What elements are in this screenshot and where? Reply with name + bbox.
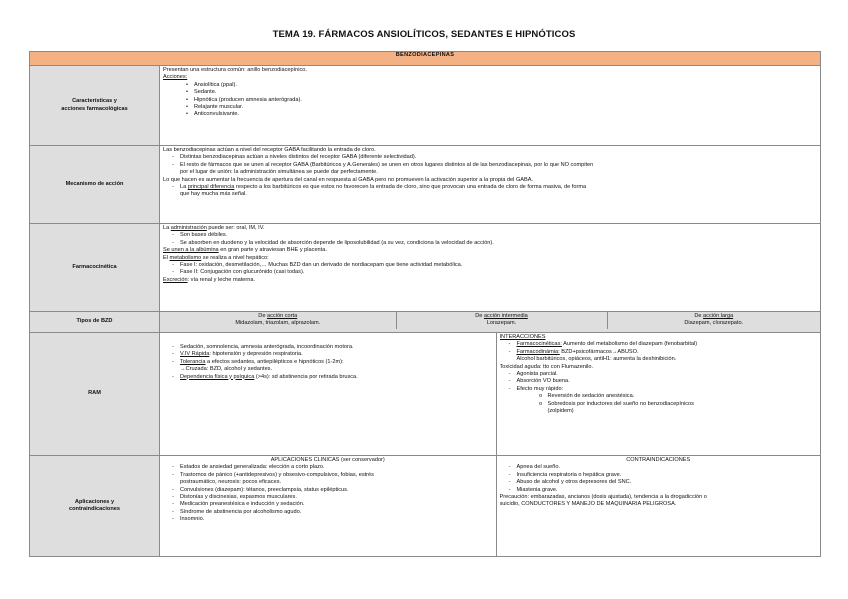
list-item: - Se absorben en duodeno y la velocidad de absorción depende de liposolubilidad (a su vez, condiciona la velocidad de acción). (172, 239, 494, 246)
benzodiacepinas-table (29, 51, 821, 557)
farmacocinetica-content (160, 224, 821, 312)
text-line: Precaución: embarazadas, ancianos (dosis ajustada), tendencia a la drogadicción o (499, 494, 707, 501)
contraindicaciones-heading: CONTRAINDICACIONES (626, 457, 691, 463)
text-line: Las benzodiacepinas actúan a nivel del receptor GABA facilitando la entrada de cloro. (163, 147, 376, 153)
list-item: - Convulsiones (diazepam): tétanos, preeclampsia, status epilépticus. (172, 486, 349, 493)
list-item: o Reversión de sedación anestésica. (538, 393, 635, 400)
list-item: - Insomnio. (172, 516, 205, 523)
text-line: Alcohol barbitúricos, opiáceos, antiH1: aumenta la deshinibición. (516, 356, 677, 363)
list-item: - Medicación preanestésica e inducción y sedación. (172, 501, 305, 508)
list-item: - Sedación, somnolencia, amnesia anterógrada, incoordinación motora. (172, 344, 354, 350)
text-line: postraumático, neurosis: pocos eficaces. (180, 479, 282, 486)
list-item: • Anticonvulsivante. (186, 111, 240, 118)
tipo-drugs: Lorazepam. (486, 320, 517, 327)
text-line: Excreción: vía renal y leche materna. (163, 276, 256, 283)
row-label-tipos: Tipos de BZD (30, 312, 160, 333)
list-item: - Son bases débiles. (172, 232, 228, 239)
label-line: acciones farmacológicas (61, 105, 128, 112)
tipos-content (160, 312, 821, 333)
tipo-drugs: Midazolam, triazolam, alprazolam. (235, 320, 321, 327)
tipo-heading: De acción intermedia (475, 313, 528, 319)
list-item: - Tolerancia a efectos sedantes, antiepilépticos e hipnóticos (1-2m): (172, 358, 344, 365)
row-label-aplicaciones (30, 456, 160, 557)
tipo-corta (160, 312, 396, 329)
list-item: o Sobredosis por inductores del sueño no benzodiacepínicos (538, 400, 694, 407)
list-item: - Efecto muy rápido: (508, 385, 564, 392)
list-item: - Miastenia grave. (508, 486, 558, 493)
list-item: - Distintas benzodiacepinas actúan a niveles distintos del receptor GABA (diferente selectividad). (172, 154, 417, 161)
row-label-mecanismo: Mecanismo de acción (30, 146, 160, 224)
text-line: →Cruzada: BZD, alcohol y sedantes. (180, 366, 273, 373)
list-item: - Farmacocinéticas: Aumento del metabolismo del diazepam (fenobarbital) (508, 341, 698, 348)
list-item: - La principal diferencia respecto a los barbitúricos es que estos no favorecen la entrada de cloro, sino que provocan una entrada de cloro de forma masiva, de forma (172, 184, 587, 191)
ram-effects (160, 333, 496, 455)
aplicaciones-content (160, 456, 821, 557)
list-item: - Estados de ansiedad generalizada: elección a corto plazo. (172, 464, 325, 471)
list-item: - Fase I: oxidación, desmetilación,… Muchas BZD dan un derivado de nordiacepam que tiene actividad metabólica. (172, 262, 463, 269)
list-item: - Farmacodinámia: BZD+psicofármacos→ABUSO. (508, 348, 639, 355)
list-item: - Dependencia física y psíquica (>4s): sd abstinencia por retirada brusca. (172, 373, 358, 380)
list-item: • Hipnótica (producen amnesia anterógrada). (186, 96, 302, 103)
list-item: - Agonista parcial. (508, 371, 558, 378)
page-title: TEMA 19. FÁRMACOS ANSIOLÍTICOS, SEDANTES E HIPNÓTICOS (272, 29, 576, 40)
label-line: Aplicaciones y (74, 498, 115, 505)
contraindicaciones (496, 456, 820, 556)
row-label-caracteristicas (30, 66, 160, 146)
mecanismo-content (160, 146, 821, 224)
label-line: Características y (72, 98, 117, 105)
tipo-larga (607, 312, 820, 329)
row-label-ram: RAM (30, 333, 160, 456)
aplicaciones-clinicas (160, 456, 496, 556)
list-item: - Insuficiencia respiratoria o hepática grave. (508, 471, 622, 478)
text-line: Se unen a la albúmina en gran parte y atraviesan BHE y placenta. (163, 247, 327, 254)
list-item: - Apnea del sueño. (508, 464, 561, 471)
tipo-drugs: Diazepam, clorazepato. (684, 320, 744, 327)
section-header: BENZODIACEPINAS (30, 52, 821, 66)
list-item: • Relajante muscular. (186, 104, 244, 111)
list-item: - Fase II: Conjugación con glucurónido (casi todas). (172, 269, 305, 276)
list-item: • Sedante. (186, 89, 217, 96)
ram-content (160, 333, 821, 456)
interacciones (496, 333, 820, 455)
list-item: • Ansiolítica (ppal). (186, 81, 237, 88)
text-line: El metabolismo se realiza a nivel hepático: (163, 254, 269, 261)
list-item: - El resto de fármacos que se unen al receptor GABA (Barbitúricos y A.Generales) se unen en otros lugares distintos al de las benzodiacepinas, por lo que NO compiten (172, 161, 594, 168)
tipo-heading: De acción larga (694, 313, 734, 319)
row-label-farmacocinetica: Farmacocinética (30, 224, 160, 312)
list-item: - Trastornos de pánico (+antidepresivos) y obsesivo-compulsivos, fobias, estrés (172, 471, 374, 478)
text-line: que hay mucha más señal. (180, 191, 247, 198)
text-line: suicidio, CONDUCTORES Y MANEJO DE MAQUINARIA PELIGROSA. (499, 501, 677, 508)
list-item: - Abuso de alcohol y otros depresores del SNC. (508, 479, 632, 486)
text-line: Toxicidad aguda: tto con Flumazenilo. (499, 363, 594, 370)
interacciones-heading: INTERACCIONES (499, 334, 546, 340)
list-item: - Absorción VO buena. (508, 378, 570, 385)
text-line: La administración puede ser: oral, IM, IV. (163, 225, 265, 231)
aplicaciones-heading: APLICACIONES CLÍNICAS (ser conservador) (270, 457, 385, 463)
acciones-heading: Acciones: (163, 74, 188, 81)
text-line: Lo que hacen es aumentar la frecuencia de apertura del canal en respuesta al GABA pero no promueven la activación superior a la propia del GABA. (163, 176, 534, 183)
text-line: (zolpidem) (547, 408, 574, 415)
text-line: Presentan una estructura común: anillo benzodiacepínico. (163, 67, 307, 73)
text-line: por el lugar de unión: la administración simultánea se puede dar perfectamente. (180, 169, 378, 176)
list-item: - Distonías y discinesias, espasmos musculares. (172, 494, 297, 501)
tipo-heading: De acción corta (258, 313, 298, 319)
list-item: - V.IV Rápida: hipotensión y depresión respiratoria. (172, 351, 303, 358)
label-line: contraindicaciones (69, 506, 120, 512)
caracteristicas-content (160, 66, 821, 146)
tipo-intermedia (396, 312, 607, 329)
list-item: - Síndrome de abstinencia por alcoholismo agudo. (172, 508, 302, 515)
